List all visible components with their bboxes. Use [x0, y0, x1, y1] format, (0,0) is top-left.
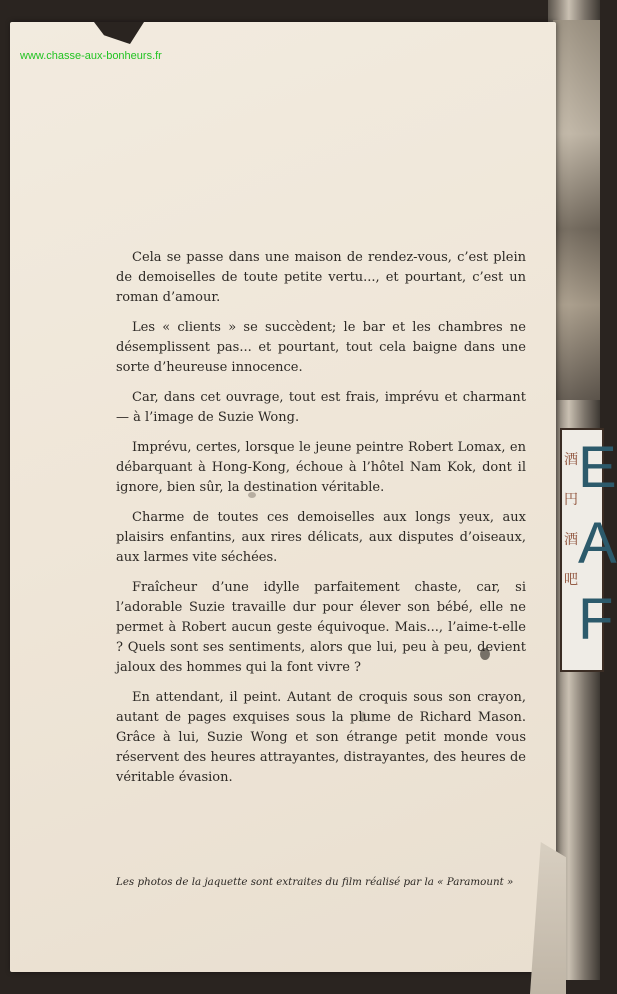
blurb-paragraph: En attendant, il peint. Autant de croquis sous son crayon, autant de pages exquises sous la plume de Richard Mason. Grâce à lui, Suzie Wong et son étrange petit monde vous réservent des heures attrayantes, distrayantes, des heures de véritable évasion. — [116, 690, 526, 785]
sign-letter: A — [578, 511, 617, 576]
sign-letters — [578, 430, 617, 658]
spine-sign — [560, 428, 617, 672]
blurb-paragraph: Imprévu, certes, lorsque le jeune peintre Robert Lomax, en débarquant à Hong-Kong, échoue à l’hôtel Nam Kok, dont il ignore, bien sûr, la destination véritable. — [116, 440, 526, 495]
blurb-paragraph: Car, dans cet ouvrage, tout est frais, imprévu et charmant — à l’image de Suzie Wong. — [116, 390, 526, 425]
blurb-text — [116, 248, 526, 798]
blurb-paragraph: Les « clients » se succèdent; le bar et les chambres ne désemplissent pas... et pourtant, tout cela baigne dans une sorte d’heureuse innocence. — [116, 320, 526, 375]
worn-edge — [530, 842, 566, 994]
blurb-paragraph: Cela se passe dans une maison de rendez-vous, c’est plein de demoiselles de toute petite vertu..., et pourtant, c’est un roman d’amour. — [116, 250, 526, 305]
watermark: www.chasse-aux-bonheurs.fr — [20, 50, 162, 62]
sign-char: 円 — [564, 492, 578, 508]
blurb-paragraph: Fraîcheur d’une idylle parfaitement chaste, car, si l’adorable Suzie travaille dur pour élever son bébé, elle ne permet à Robert aucun geste équivoque. Mais..., l’aime-t-elle ? Quels sont ses sentiments, alors que lui, peu à peu, devient jaloux des hommes qui la font vivre ? — [116, 580, 526, 675]
sign-char: 吧 — [564, 572, 578, 588]
photo-credit: Les photos de la jaquette sont extraites du film réalisé par la « Paramount » — [116, 876, 514, 888]
sign-char: 酒 — [564, 532, 578, 548]
sign-letter: F — [578, 587, 614, 652]
spine-photo — [553, 20, 600, 400]
sign-characters — [564, 440, 576, 600]
blurb-paragraph: Charme de toutes ces demoiselles aux longs yeux, aux plaisirs enfantins, aux rires délicats, aux disputes d’oiseaux, aux larmes vite séchées. — [116, 510, 526, 565]
sign-char: 酒 — [564, 452, 578, 468]
torn-corner — [94, 22, 144, 44]
sign-letter: E — [578, 435, 617, 500]
